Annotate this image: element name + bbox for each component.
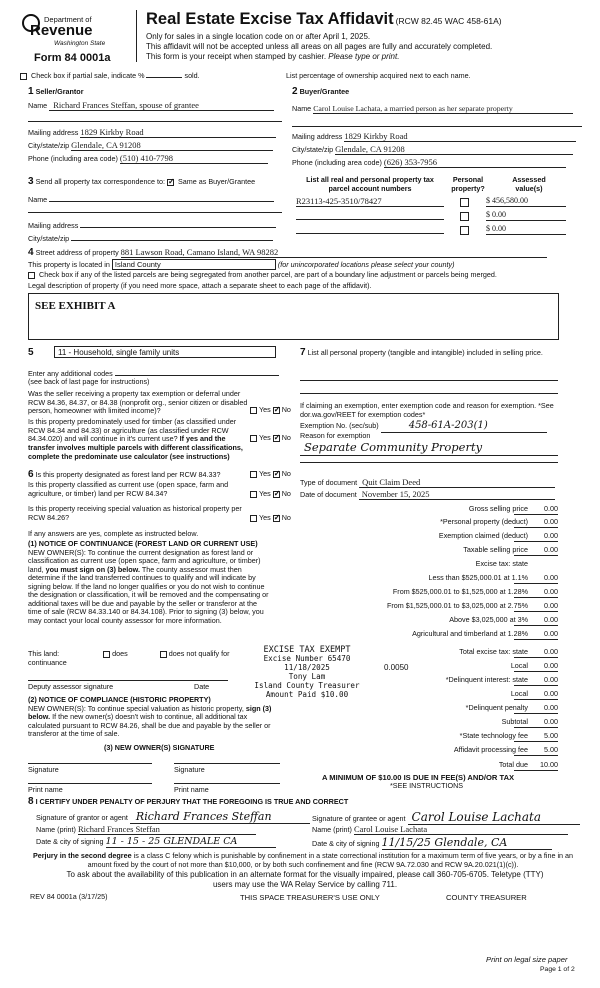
calc-value[interactable]: 0.00 bbox=[514, 532, 558, 542]
seller-phone-row bbox=[28, 153, 282, 164]
property-num: 4 bbox=[28, 247, 34, 258]
exemption-reason-field[interactable]: Separate Community Property bbox=[300, 441, 558, 456]
no-label: No bbox=[281, 405, 291, 414]
grantee-date-field[interactable]: 11/15/25 Glendale, CA bbox=[382, 836, 552, 850]
new-owner-print2-line[interactable] bbox=[174, 783, 280, 784]
partial-sale-checkbox[interactable] bbox=[20, 73, 27, 80]
yes-checkbox[interactable] bbox=[250, 435, 257, 442]
notice1-a: NEW OWNER(S): To continue the current designation as forest land or classification as current use (open space, farm and agriculture, or timber) land, bbox=[28, 548, 261, 574]
property-street-label: Street address of property bbox=[35, 248, 119, 257]
calc-value[interactable]: 0.00 bbox=[514, 505, 558, 515]
new-owner-sig2-line[interactable] bbox=[174, 763, 280, 764]
corr-name-field[interactable] bbox=[49, 193, 274, 202]
parcel-col2-header bbox=[446, 176, 490, 193]
grantee-print-field[interactable]: Carol Louise Lachata bbox=[354, 824, 568, 835]
doc-date-field[interactable]: November 15, 2025 bbox=[359, 489, 555, 500]
header-note3 bbox=[146, 52, 399, 62]
does-label: does bbox=[112, 649, 128, 658]
notice2-a: NEW OWNER(S): To continue special valuation as historic property, bbox=[28, 704, 246, 713]
assessor-signature-line[interactable] bbox=[28, 680, 228, 681]
calc-value[interactable]: 0.00 bbox=[514, 574, 558, 584]
calc-row bbox=[300, 718, 590, 729]
notice2-text bbox=[28, 705, 274, 739]
seller-city-row bbox=[28, 140, 282, 151]
buyer-phone-row bbox=[292, 157, 582, 168]
header-divider bbox=[136, 10, 137, 62]
see-instructions-note: *SEE INSTRUCTIONS bbox=[390, 781, 464, 790]
property-street-row bbox=[28, 247, 547, 259]
calc-label: *State technology fee bbox=[459, 731, 528, 740]
page-number: Page 1 of 2 bbox=[540, 966, 575, 973]
calc-label: Total due bbox=[498, 760, 528, 769]
buyer-city-row bbox=[292, 144, 582, 155]
yes-label: Yes bbox=[259, 469, 271, 478]
buyer-phone-label: Phone (including area code) bbox=[292, 158, 382, 167]
parcel-col3a: Assessed bbox=[512, 175, 546, 184]
segregation-row bbox=[28, 271, 497, 280]
calc-value[interactable]: 10.00 bbox=[514, 761, 558, 771]
correspondence-mailing-row bbox=[28, 219, 282, 231]
seller-mailing-field[interactable]: 1829 Kirkby Road bbox=[80, 127, 276, 138]
calc-label: Above $3,025,000 at 3% bbox=[449, 615, 528, 624]
yes-checkbox[interactable] bbox=[250, 491, 257, 498]
calc-label: From $1,525,000.01 to $3,025,000 at 2.75% bbox=[386, 601, 528, 610]
assessed-value[interactable]: $ 0.00 bbox=[486, 210, 566, 221]
this-land-label: This land: bbox=[28, 649, 60, 658]
personal-property-checkbox[interactable] bbox=[460, 198, 469, 207]
personal-property-line1[interactable] bbox=[300, 380, 558, 381]
calc-row bbox=[300, 574, 590, 585]
continuance-label: continuance bbox=[28, 658, 67, 667]
exemption-no-field[interactable]: 458-61A-203(1) bbox=[381, 420, 547, 433]
buyer-mailing-label: Mailing address bbox=[292, 132, 343, 141]
correspondence-city-row bbox=[28, 232, 282, 244]
corr-mailing-field[interactable] bbox=[80, 219, 276, 228]
grantee-date-row bbox=[312, 836, 552, 850]
property-street-field[interactable]: 881 Lawson Road, Camano Island, WA 98282 bbox=[121, 247, 547, 258]
grantor-signature-label: Signature of grantor or agent bbox=[36, 813, 128, 822]
minimum-due-note: A MINIMUM OF $10.00 IS DUE IN FEE(S) AND/OR TAX bbox=[322, 773, 515, 782]
exemption-note: If claiming an exemption, enter exemption code and reason for exemption. *See dor.wa.gov/REET for exemption codes* bbox=[300, 401, 554, 419]
calc-value[interactable]: 0.00 bbox=[514, 546, 558, 556]
correspondence-heading bbox=[28, 176, 255, 188]
calc-label: *Delinquent penalty bbox=[465, 703, 528, 712]
seller-mailing-label: Mailing address bbox=[28, 128, 79, 137]
county-select[interactable]: Island County bbox=[112, 259, 276, 270]
calc-value[interactable]: 0.00 bbox=[514, 690, 558, 700]
corr-city-label: City/state/zip bbox=[28, 234, 70, 243]
grantor-print-field[interactable]: Richard Frances Steffan bbox=[78, 824, 256, 835]
note3-a: This form is your receipt when stamped by cashier. bbox=[146, 52, 329, 61]
certify-text: I CERTIFY UNDER PENALTY OF PERJURY THAT THE FOREGOING IS TRUE AND CORRECT bbox=[35, 797, 349, 806]
no-label: No bbox=[281, 469, 291, 478]
calc-label: Total excise tax: state bbox=[459, 647, 528, 656]
corr-mailing-label: Mailing address bbox=[28, 221, 79, 230]
new-owner-sig1-label: Signature bbox=[28, 765, 59, 774]
seller-city-field[interactable]: Glendale, CA 91208 bbox=[71, 140, 273, 151]
calc-value[interactable]: 0.00 bbox=[514, 630, 558, 640]
exemption-no-label: Exemption No. (sec/sub) bbox=[300, 421, 379, 430]
calc-value[interactable]: 0.00 bbox=[514, 588, 558, 598]
stamp-line6: Amount Paid $10.00 bbox=[265, 689, 349, 699]
use-code-select[interactable]: 11 - Household, single family units bbox=[54, 346, 276, 358]
calc-row bbox=[300, 704, 590, 715]
title-text: Real Estate Excise Tax Affidavit bbox=[146, 10, 394, 28]
no-label: No bbox=[281, 513, 291, 522]
segregation-checkbox[interactable] bbox=[28, 272, 35, 279]
stamp-line5: Island County Treasurer bbox=[254, 680, 360, 690]
calc-label: Agricultural and timberland at 1.28% bbox=[412, 629, 528, 638]
forest-question-text: Is this property designated as forest land per RCW 84.33? bbox=[35, 470, 221, 479]
any-yes-note: If any answers are yes, complete as instructed below. bbox=[28, 529, 199, 538]
no-label: No bbox=[281, 489, 291, 498]
perjury-note bbox=[20, 852, 586, 869]
form-title bbox=[146, 10, 502, 30]
correspondence-label: Send all property tax correspondence to: bbox=[35, 177, 166, 186]
note3-b: Please type or print. bbox=[328, 52, 400, 61]
corr-name-label: Name bbox=[28, 195, 48, 204]
stamp-line1: EXCISE TAX EXEMPT bbox=[263, 645, 351, 655]
calc-value[interactable]: 0.00 bbox=[514, 662, 558, 672]
no-checkbox[interactable] bbox=[273, 515, 280, 522]
new-owner-print2-label: Print name bbox=[174, 785, 209, 794]
yes-checkbox[interactable] bbox=[250, 515, 257, 522]
rcw-text: (RCW 82.45 WAC 458-61A) bbox=[395, 16, 502, 26]
parcel-row bbox=[296, 196, 572, 208]
buyer-title: Buyer/Grantee bbox=[299, 87, 350, 96]
use-code-row bbox=[28, 347, 34, 359]
form-number: Form 84 0001a bbox=[34, 52, 111, 64]
new-owner-sig2-label: Signature bbox=[174, 765, 205, 774]
grantor-signature-row bbox=[36, 810, 310, 824]
additional-codes-note: (see back of last page for instructions) bbox=[28, 377, 150, 386]
calc-value[interactable]: 5.00 bbox=[514, 732, 558, 742]
notice2-title: (2) NOTICE OF COMPLIANCE (HISTORIC PROPERTY) bbox=[28, 695, 211, 704]
perjury-b: is a class C felony which is punishable by confinement in a state correctional institution for a maximum term of five years, or by a fine in an amount fixed by the court of not more than $10,000, or by both such confinement and fine (RCW 9A.72.030 and RCW 9A.20.021(1)(c)). bbox=[87, 851, 574, 869]
dept-line1: Department of bbox=[44, 15, 92, 24]
doc-type-row bbox=[300, 477, 555, 488]
partial-sale-label: Check box if partial sale, indicate % bbox=[31, 71, 145, 80]
doc-type-field[interactable]: Quit Claim Deed bbox=[359, 477, 555, 488]
seller-heading bbox=[28, 86, 84, 98]
seller-name-row bbox=[28, 100, 282, 111]
personal-property-line2[interactable] bbox=[300, 393, 558, 394]
no-checkbox[interactable] bbox=[273, 491, 280, 498]
parcel-col2a: Personal bbox=[452, 175, 484, 184]
calc-label: Exemption claimed (deduct) bbox=[438, 531, 528, 540]
grantor-date-field[interactable]: 11 - 15 - 25 GLENDALE CA bbox=[106, 836, 276, 848]
notice1-text bbox=[28, 549, 270, 625]
ownership-note: List percentage of ownership acquired next to each name. bbox=[286, 71, 471, 80]
calc-row bbox=[300, 532, 590, 543]
parcel-col3-header bbox=[492, 176, 566, 193]
exemption-reason-label: Reason for exemption bbox=[300, 431, 371, 440]
yes-checkbox[interactable] bbox=[250, 471, 257, 478]
notice2-b: sign (3) below. bbox=[28, 704, 272, 722]
personal-property-checkbox[interactable] bbox=[460, 226, 469, 235]
calc-row bbox=[300, 732, 590, 743]
calc-row bbox=[300, 546, 590, 557]
buyer-mailing-field[interactable]: 1829 Kirkby Road bbox=[344, 131, 576, 142]
property-located-label: This property is located in bbox=[28, 260, 110, 269]
calc-row bbox=[300, 518, 590, 529]
calc-row bbox=[300, 560, 590, 571]
property-located-note: (for unincorporated locations please select your county) bbox=[277, 260, 455, 269]
stamp-line3: 11/18/2025 bbox=[284, 662, 330, 672]
calc-label: Local bbox=[510, 689, 528, 698]
buyer-mailing-row bbox=[292, 131, 582, 142]
section7-text: List all personal property (tangible and intangible) included in selling price. bbox=[307, 348, 543, 357]
assessed-value[interactable]: $ 0.00 bbox=[486, 224, 566, 235]
parcel-col1-header bbox=[296, 176, 444, 193]
parcel-col1a: List all real and personal property tax bbox=[306, 175, 434, 184]
notice1-c: The county assessor must then determine if the land transferred continues to qualify and will indicate by signing below. If the land no longer qualifies or you do not wish to continue the designation or classification, it will be removed and the compensating or additional taxes will be due and payable by the seller or transferor at the time of sale (RCW 84.33.140 or 84.34.108). Prior to signing (3) below, you may contact your local county assessor for more information. bbox=[28, 564, 269, 625]
buyer-name-row bbox=[292, 104, 582, 114]
current-use-yes-no bbox=[250, 490, 291, 499]
new-owner-print1-line[interactable] bbox=[28, 783, 152, 784]
calc-label: From $525,000.01 to $1,525,000 at 1.28% bbox=[392, 587, 528, 596]
timber-question-b: If yes and the transfer involves multiple parcels with different classifications, complete the predominate use calculator (see instructions) bbox=[28, 434, 243, 461]
buyer-phone-field[interactable]: (626) 353-7956 bbox=[384, 157, 566, 168]
exemption-reason-line2[interactable] bbox=[300, 462, 558, 463]
calc-row bbox=[300, 630, 590, 641]
notice1-b: you must sign on (3) below. bbox=[45, 564, 140, 574]
seller-name-label: Name bbox=[28, 101, 48, 110]
parcel-col2b: property? bbox=[451, 183, 485, 193]
legal-description-text: SEE EXHIBIT A bbox=[35, 300, 116, 312]
grantee-signature-field[interactable]: Carol Louise Lachata bbox=[408, 810, 580, 825]
seller-name-field[interactable]: Richard Frances Steffan, spouse of grantee bbox=[49, 100, 274, 111]
stamp-line4: Tony Lam bbox=[288, 671, 326, 681]
yes-checkbox[interactable] bbox=[250, 407, 257, 414]
calc-label: Affidavit processing fee bbox=[453, 745, 528, 754]
rev-number: REV 84 0001a (3/17/25) bbox=[30, 892, 108, 901]
does-checkbox[interactable] bbox=[103, 651, 110, 658]
calc-value[interactable]: 0.00 bbox=[514, 676, 558, 686]
calc-value[interactable]: 0.00 bbox=[514, 616, 558, 626]
partial-sale-row bbox=[20, 72, 200, 81]
exemption-question: Was the seller receiving a property tax exemption or deferral under RCW 84.36, 84.37, or 84.38 (nonprofit org., senior citizen or disabled person, homeowner with limited income)? bbox=[28, 389, 248, 416]
calc-row bbox=[300, 761, 590, 772]
calc-label: *Delinquent interest: state bbox=[445, 675, 528, 684]
grantee-signature-label: Signature of grantee or agent bbox=[312, 814, 406, 823]
grantor-signature-field[interactable]: Richard Frances Steffan bbox=[130, 810, 310, 824]
does-not-checkbox[interactable] bbox=[160, 651, 167, 658]
yes-label: Yes bbox=[259, 513, 271, 522]
calc-row bbox=[300, 588, 590, 599]
section7-num: 7 bbox=[300, 347, 306, 358]
calc-value[interactable]: 5.00 bbox=[514, 746, 558, 756]
buyer-city-field[interactable]: Glendale, CA 91208 bbox=[335, 144, 573, 155]
personal-property-checkbox[interactable] bbox=[460, 212, 469, 221]
doc-date-row bbox=[300, 489, 555, 500]
historical-question: Is this property receiving special valuation as historical property per RCW 84.26? bbox=[28, 504, 242, 522]
new-owner-signature-title: (3) NEW OWNER(S) SIGNATURE bbox=[104, 743, 215, 752]
grantee-print-label: Name (print) bbox=[312, 825, 352, 834]
buyer-name-label: Name bbox=[292, 104, 312, 113]
grantor-date-label: Date & city of signing bbox=[36, 837, 104, 846]
county-treasurer-label: COUNTY TREASURER bbox=[446, 893, 527, 902]
new-owner-sig1-line[interactable] bbox=[28, 763, 152, 764]
seller-mailing-row bbox=[28, 127, 282, 138]
calc-value[interactable]: 0.00 bbox=[514, 718, 558, 728]
perjury-a: Perjury in the second degree bbox=[32, 851, 132, 860]
personal-property-label bbox=[300, 347, 562, 359]
calc-row bbox=[300, 602, 590, 613]
assessor-date-label: Date bbox=[194, 682, 210, 691]
calc-value[interactable]: 0.00 bbox=[514, 704, 558, 714]
calc-label: Local bbox=[510, 661, 528, 670]
notice2-c: If the new owner(s) doesn't wish to continue, all additional tax calculated pursuant to RCW 84.26, shall be due and payable by the seller or transferor at the time of sale. bbox=[28, 712, 271, 739]
grantor-print-row bbox=[36, 824, 256, 835]
partial-sale-sold: sold. bbox=[184, 71, 200, 80]
buyer-name-field[interactable]: Carol Louise Lachata, a married person as her separate property bbox=[313, 104, 573, 114]
seller-phone-field[interactable]: (510) 410-7798 bbox=[120, 153, 268, 164]
calc-value[interactable]: 0.00 bbox=[514, 602, 558, 612]
parcel-number[interactable]: R23113-425-3510/78427 bbox=[296, 196, 444, 207]
dept-line2: Revenue bbox=[30, 22, 93, 39]
treasurer-use-label: THIS SPACE TREASURER'S USE ONLY bbox=[240, 893, 380, 902]
grantee-print-row bbox=[312, 824, 568, 835]
seller-title: Seller/Grantor bbox=[35, 87, 84, 96]
calc-row bbox=[300, 746, 590, 757]
calc-row bbox=[300, 505, 590, 516]
doc-date-label: Date of document bbox=[300, 490, 357, 499]
grantor-print-label: Name (print) bbox=[36, 825, 76, 834]
parcel-row bbox=[296, 224, 572, 236]
grantor-date-row bbox=[36, 836, 276, 848]
calc-label: Less than $525,000.01 at 1.1% bbox=[428, 573, 528, 582]
legal-description-box[interactable] bbox=[28, 293, 559, 340]
header-note1: Only for sales in a single location code on or after April 1, 2025. bbox=[146, 32, 371, 41]
seller-city-label: City/state/zip bbox=[28, 141, 70, 150]
no-checkbox[interactable] bbox=[273, 471, 280, 478]
exemption-yes-no bbox=[250, 406, 291, 415]
no-checkbox[interactable] bbox=[273, 435, 280, 442]
section6-num: 6 bbox=[28, 469, 34, 480]
does-not-label: does not qualify for bbox=[168, 649, 230, 658]
timber-question bbox=[28, 418, 250, 461]
section8-num: 8 bbox=[28, 796, 34, 807]
local-rate: 0.0050 bbox=[384, 663, 409, 672]
segregation-label: Check box if any of the listed parcels are being segregated from another parcel, are part of a boundary line adjustment or parcels being merged. bbox=[39, 270, 497, 279]
additional-codes-label: Enter any additional codes bbox=[28, 369, 113, 378]
same-as-buyer-checkbox[interactable] bbox=[167, 179, 174, 186]
new-owner-print1-label: Print name bbox=[28, 785, 63, 794]
certify-row bbox=[28, 796, 348, 808]
buyer-name-extra-line bbox=[292, 126, 582, 127]
additional-codes-field[interactable] bbox=[115, 368, 279, 376]
print-on-legal: Print on legal size paper bbox=[486, 955, 568, 964]
calc-label: Subtotal bbox=[501, 717, 528, 726]
historical-yes-no bbox=[250, 514, 291, 523]
calc-value[interactable]: 0.00 bbox=[514, 518, 558, 528]
same-as-buyer-label: Same as Buyer/Grantee bbox=[178, 177, 256, 186]
dor-logo bbox=[20, 10, 120, 56]
property-located-row bbox=[28, 259, 455, 270]
dept-line3: Washington State bbox=[54, 40, 106, 47]
parcel-col3b: value(s) bbox=[515, 183, 543, 193]
calc-value[interactable]: 0.00 bbox=[514, 648, 558, 658]
calc-label: *Personal property (deduct) bbox=[440, 517, 528, 526]
seller-name-extra-line bbox=[28, 121, 282, 122]
parcel-row bbox=[296, 210, 572, 222]
parcel-number[interactable] bbox=[296, 210, 444, 220]
header-note2: This affidavit will not be accepted unless all areas on all pages are fully and accurately completed. bbox=[146, 42, 493, 51]
calc-label: Excise tax: state bbox=[475, 559, 528, 568]
timber-yes-no bbox=[250, 434, 291, 443]
no-checkbox[interactable] bbox=[273, 407, 280, 414]
seller-num: 1 bbox=[28, 86, 34, 97]
correspondence-num: 3 bbox=[28, 176, 34, 187]
calc-label: Taxable selling price bbox=[463, 545, 528, 554]
assessed-value[interactable]: $ 456,580.00 bbox=[486, 196, 566, 207]
parcel-number[interactable] bbox=[296, 224, 444, 234]
yes-label: Yes bbox=[259, 433, 271, 442]
calc-row bbox=[300, 616, 590, 627]
notice1-title: (1) NOTICE OF CONTINUANCE (FOREST LAND OR CURRENT USE) bbox=[28, 539, 258, 548]
legal-label: Legal description of property (if you need more space, attach a separate sheet to each page of the affidavit). bbox=[28, 281, 372, 290]
excise-stamp bbox=[252, 645, 362, 700]
yes-label: Yes bbox=[259, 405, 271, 414]
forest-yes-no bbox=[250, 470, 291, 479]
partial-sale-percent[interactable] bbox=[146, 77, 182, 78]
corr-city-field[interactable] bbox=[71, 232, 273, 241]
timber-question-a: Is this property predominately used for timber (as classified under RCW 84.34 and 84.33) or agriculture (as classified under RCW 84.34.020) and will continue in it's current use? bbox=[28, 417, 237, 444]
current-use-question: Is this property classified as current use (open space, farm and agriculture, or timber) land per RCW 84.34? bbox=[28, 480, 229, 498]
accessibility-note: To ask about the availability of this publication in an alternate format for the visually impaired, please call 360-705-6705. Teletype (TTY) users may use the WA Relay Service by calling 711. bbox=[66, 870, 544, 889]
correspondence-name-row bbox=[28, 193, 282, 205]
assessor-signature-label: Deputy assessor signature bbox=[28, 682, 114, 691]
parcel-col1b: parcel account numbers bbox=[328, 183, 412, 193]
doc-type-label: Type of document bbox=[300, 478, 358, 487]
buyer-city-label: City/state/zip bbox=[292, 145, 334, 154]
corr-name-extra-line bbox=[28, 212, 282, 213]
calc-label: Gross selling price bbox=[468, 504, 528, 513]
grantee-date-label: Date & city of signing bbox=[312, 839, 380, 848]
yes-label: Yes bbox=[259, 489, 271, 498]
section5-num: 5 bbox=[28, 347, 34, 358]
no-label: No bbox=[281, 433, 291, 442]
buyer-num: 2 bbox=[292, 86, 298, 97]
stamp-line2: Excise Number 65470 bbox=[263, 654, 351, 664]
buyer-heading bbox=[292, 86, 349, 98]
seller-phone-label: Phone (including area code) bbox=[28, 154, 118, 163]
